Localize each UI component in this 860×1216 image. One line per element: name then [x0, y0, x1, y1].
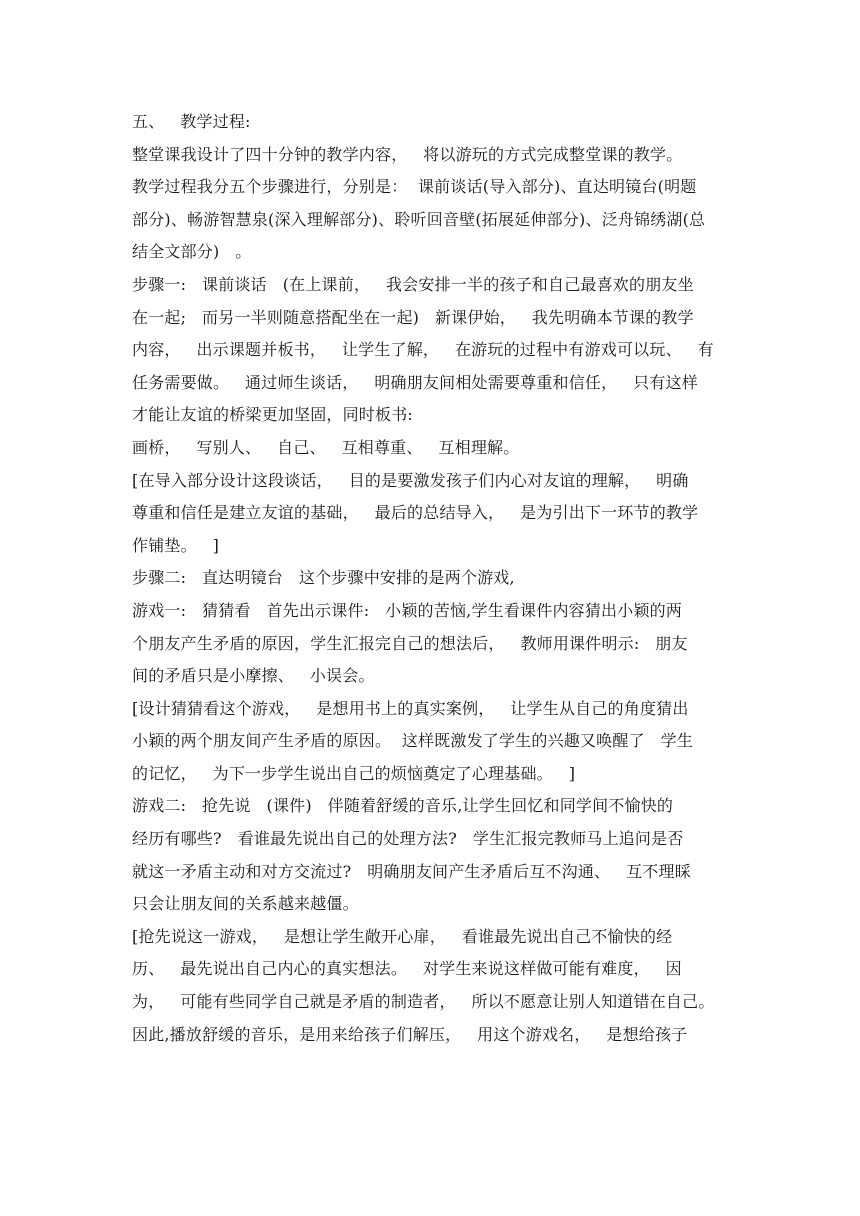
- text-line: 间的矛盾只是小摩擦、 小误会。: [132, 666, 375, 686]
- text-line: 就这一矛盾主动和对方交流过? 明确朋友间产生矛盾后互不沟通、 互不理睬: [132, 861, 691, 881]
- text-line: 画桥， 写别人、 自己、 互相尊重、 互相理解。: [132, 437, 520, 457]
- text-line: 游戏二: 抢先说 (课件) 伴随着舒缓的音乐,让学生回忆和同学间不愉快的: [132, 796, 674, 816]
- text-line: 游戏一: 猜猜看 首先出示课件: 小颖的苦恼,学生看课件内容猜出小颖的两: [132, 600, 683, 620]
- text-line: 个朋友产生矛盾的原因，学生汇报完自己的想法后， 教师用课件明示: 朋友: [132, 633, 688, 653]
- text-line: 部分)、畅游智慧泉(深入理解部分)、聆听回音壁(拓展延伸部分)、泛舟锦绣湖(总: [132, 209, 706, 229]
- text-line: 经历有哪些? 看谁最先说出自己的处理方法? 学生汇报完教师马上追问是否: [132, 829, 684, 849]
- text-line: 步骤一: 课前谈话 (在上课前， 我会安排一半的孩子和自己最喜欢的朋友坐: [132, 274, 694, 294]
- text-line: [抢先说这一游戏， 是想让学生敞开心扉， 看谁最先说出自己不愉快的经: [132, 926, 673, 946]
- text-line: 为， 可能有些同学自己就是矛盾的制造者， 所以不愿意让别人知道错在自己。: [132, 992, 715, 1012]
- text-line: 教学过程我分五个步骤进行，分别是： 课前谈话(导入部分)、直达明镜台(明题: [132, 177, 697, 197]
- text-line: 才能让友谊的桥梁更加坚固，同时板书:: [132, 405, 413, 425]
- text-line: [在导入部分设计这段谈话， 目的是要激发孩子们内心对友谊的理解， 明确: [132, 470, 689, 490]
- text-line: 任务需要做。 通过师生谈话， 明确朋友间相处需要尊重和信任， 只有这样: [132, 372, 698, 392]
- text-line: 的记忆， 为下一步学生说出自己的烦恼奠定了心理基础。 ]: [132, 763, 576, 783]
- text-line: 在一起; 而另一半则随意搭配坐在一起) 新课伊始， 我先明确本节课的教学: [132, 307, 694, 327]
- document-body: [132, 106, 734, 1051]
- text-line: 整堂课我设计了四十分钟的教学内容， 将以游玩的方式完成整堂课的教学。: [132, 144, 683, 164]
- text-line: 步骤二: 直达明镜台 这个步骤中安排的是两个游戏,: [132, 568, 515, 588]
- text-line: 因此,播放舒缓的音乐，是用来给孩子们解压， 用这个游戏名， 是想给孩子: [132, 1024, 688, 1044]
- text-line: 历、 最先说出自己内心的真实想法。 对学生来说这样做可能有难度， 因: [132, 959, 682, 979]
- text-line: [设计猜猜看这个游戏， 是想用书上的真实案例， 让学生从自己的角度猜出: [132, 698, 689, 718]
- text-line: 尊重和信任是建立友谊的基础， 最后的总结导入， 是为引出下一环节的教学: [132, 503, 699, 523]
- text-line: 结全文部分) 。: [132, 242, 252, 262]
- text-line: 只会让朋友间的关系越来越僵。: [132, 894, 359, 914]
- text-line: 五、 教学过程:: [132, 112, 251, 131]
- text-line: 小颖的两个朋友间产生矛盾的原因。 这样既激发了学生的兴趣又唤醒了 学生: [132, 731, 694, 751]
- text-line: 作铺垫。 ]: [132, 535, 220, 555]
- text-line: 内容， 出示课题并板书， 让学生了解， 在游玩的过程中有游戏可以玩、 有: [132, 340, 714, 360]
